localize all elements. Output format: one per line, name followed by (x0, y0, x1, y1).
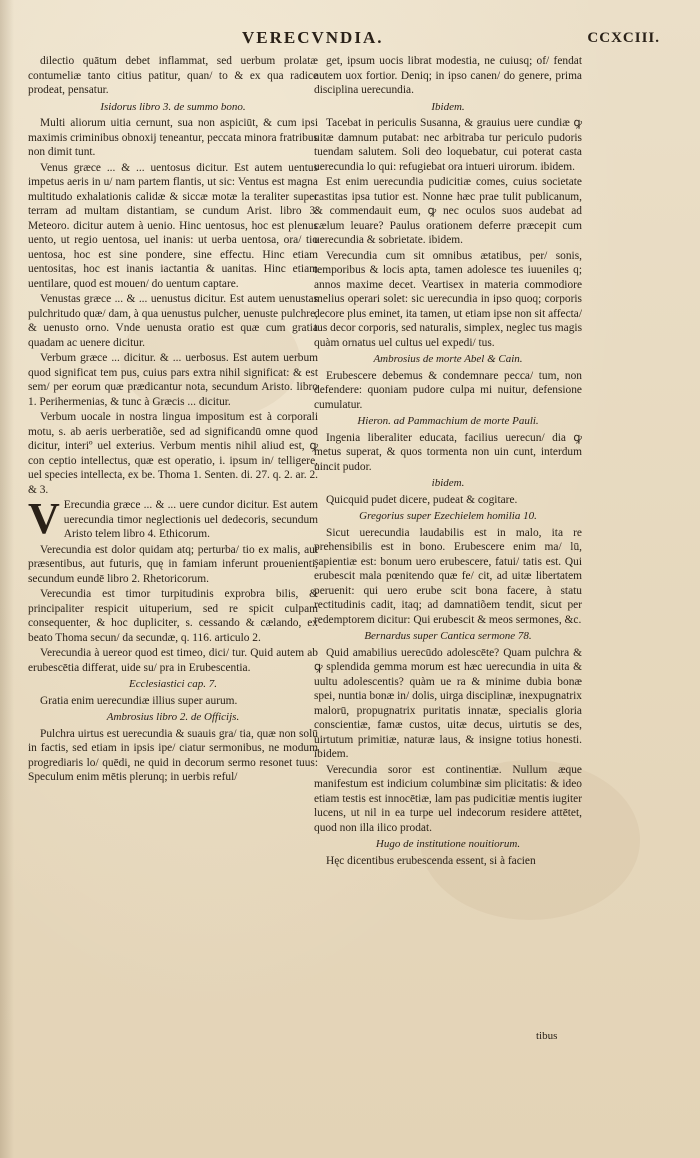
paragraph: Verecundia soror est continentiæ. Nullum æque manifestum est indicium columbinæ sim plicitatis: & ideo etiam testis est innocētiæ, lam pas pudicitiæ mentis iugiter lucens, ut nil in ea turpe uel indecorum residere attētet, quod non illa ilico prodat. (314, 763, 582, 834)
citation-heading: Hieron. ad Pammachium de morte Pauli. (357, 415, 539, 427)
paragraph: Gratia enim uerecundiæ illius super aurum. (40, 694, 238, 707)
paragraph: Verecundia cum sit omnibus ætatibus, per/ sonis, temporibus & locis apta, tamen adolesce tes iuueniles q; annos maxime decet. Veartisex in materia commodiore melius operari solet: sic uerecundia in ipso quoq; corporis decore plus eminet, ita tamen, ut etiam ipse non sit affecta/ tus decor corporis, sed naturalis, simplex, neglec tus magis quàm ornatus uel cultus uel expedi/ tus. (314, 249, 583, 349)
paragraph: Verecundia est dolor quidam atq; perturba/ tio ex malis, aut præsentibus, aut futuris, quę in famiam inferunt prouenienti, secundum eundē libro 2. Rhetoricorum. (28, 543, 318, 585)
citation-heading: Bernardus super Cantica sermone 78. (364, 630, 532, 642)
paragraph-with-dropcap (28, 494, 318, 543)
paragraph: dilectio quātum debet inflammat, sed uerbum prolatæ contumeliæ tanto citius patitur, quan/ to & ex qua radice prodeat, pensatur. (28, 55, 318, 96)
paragraph: Quicquid pudet dicere, pudeat & cogitare. (326, 493, 518, 506)
paragraph: Verbum græce ... dicitur. & ... uerbosus. Est autem uerbum quod significat tem pus, cuius pars extra nihil significat: & est sem/ per eorum quæ prædicantur nota, secundum Aristo. libro 1. Perihermenias, & tunc à Græcis ... dicitur. (28, 352, 318, 408)
paragraph: Verecundia est timor turpitudinis exprobra bilis, & principaliter respicit uituperium, sed re spicit culpam consequenter, & hoc dupliciter, s. cessando & cælando, ex beato Thoma secun/ da secundæ, q. 116. articulo 2. (28, 588, 318, 644)
paragraph: Verecundia à uereor quod est timeo, dici/ tur. Quid autem ab erubescētia differat, uide su/ pra in Erubescentia. (28, 647, 318, 674)
citation-heading: Ecclesiastici cap. 7. (129, 678, 217, 690)
paragraph: Sicut uerecundia laudabilis est in malo, ita re prehensibilis est in bono. Erubescere enim ma/ lū, sapientiæ est: bonum uero erubescere, fatui/ tatis est. Qui erubescit mala pœnitendo quæ fe/ cit, ad uitæ libertatem peruenit: qui uero erube scit bona facere, à statu rectitudinis cadit, itaq; ad damnatiõem tendit, sicut per redemptorem dicitur: Qui erubescit & meos sermones, &c. (314, 526, 582, 626)
citation-heading: Ambrosius libro 2. de Officijs. (106, 711, 240, 723)
gutter-shadow (0, 0, 14, 1158)
citation-heading: Ibidem. (431, 100, 465, 113)
paragraph: Venus græce ... & ... uentosus dicitur. Est autem uentus impetus aeris in u/ nam partem flantis, ut sic: Ventus est magna multitudo exhalationis calidæ & siccæ motæ la teraliter super terram ad multam distantiam, se cundum Arist. libro 3. Meteoro. dicitur autem à uenio. Hinc uentosus, hoc est plenus uento, ut regio uentosa, uel inanis: ut uerba uentosa, ora/ tio uentosa, hoc est sine pondere, sine effectu. Hinc etiam uentositas, hoc est inanis iactantia & uanitas. Hinc etiam uentilare, quod est mouen/ do uentum captare. (28, 161, 318, 290)
citation-heading: ibidem. (431, 477, 465, 489)
citation-heading: Gregorius super Ezechielem homilia 10. (359, 510, 537, 522)
paragraph: Est enim uerecundia pudicitiæ comes, cuius societate castitas ipsa tutior est. Nonne hæc prae tulit publicanum, & commendauit eum, ꝙ nec oculos suos audebat ad cælum leuare? Paulus orationem deferre præcepit cum uerecundia & sobrietate. ibidem. (314, 176, 582, 246)
paragraph: Ingenia liberaliter educata, facilius uerecun/ dia ꝙ metus superat, & quos tormenta non uin cunt, interdum uincit pudor. (314, 431, 582, 473)
paragraph: Multi aliorum uitia cernunt, sua non aspiciūt, & cum ipsi maximis criminibus obnoxij teneantur, peccata minora fratribus non dimit tunt. (28, 117, 318, 158)
running-head-title: VERECVNDIA. (242, 28, 384, 47)
paragraph: Quid amabilius uerecūdo adolescēte? Quam pulchra & ꝙ splendida gemma morum est hæc uerecundia in uita & uultu adolescentis? quàm ue ra & minime dubia bonæ spei, nuntia bonæ in/ dolis, uirga disciplinæ, inexpugnatrix malorū, propugnatrix puritatis innatæ, specialis gloria conscientiæ, famæ custos, uitæ decus, uirtutis se des, uirtutum primitiæ, naturæ laus, & insigne totius honesti. ibidem. (314, 646, 582, 760)
paragraph-text: Erecundia græce ... & ... uere cundor dicitur. Est autem uerecundia timor neglectionis uel dedecoris, secundum Aristo telem libro 4. Ethicorum. (63, 499, 318, 540)
paragraph: get, ipsum uocis librat modestia, ne cuiusq; of/ fendat autem uox fortior. Deniq; in ipso canen/ do genere, prima disciplina uerecundia. (314, 55, 582, 96)
left-text-column (28, 54, 318, 786)
right-text-column (314, 54, 582, 869)
drop-capital: V (28, 494, 60, 543)
citation-heading: Isidorus libro 3. de summo bono. (100, 100, 246, 113)
paragraph: Hęc dicentibus erubescenda essent, si à facien (326, 854, 536, 867)
running-head (242, 28, 660, 54)
paragraph: Venustas græce ... & ... uenustus dicitur. Est autem uenustas pulchritudo quæ/ dam, à qua uenustus pulcher, uenuste pulchre, & uenusto orno. Vnde uenusta oratio est quæ cum gratia quadam ac uenere dicitur. (28, 293, 318, 349)
catchword: tibus (536, 1030, 558, 1042)
citation-heading: Ambrosius de morte Abel & Cain. (373, 353, 523, 365)
paragraph: Tacebat in periculis Susanna, & grauius uere cundiæ ꝙ uitæ damnum putabat: nec arbitraba tur periculo pudoris tuendam salutem. Soli deo loquebatur, cui poterat casta uerecundia lo qui: refugiebat ora intueri uirorum. ibidem. (314, 117, 582, 173)
folio-number: CCXCIII. (587, 30, 660, 46)
paragraph: Pulchra uirtus est uerecundia & suauis gra/ tia, quæ non solū in factis, sed etiam in ipsis ipe/ ciatur sermonibus, ne modum progrediaris lo/ quēdi, ne quid in decorum sermo resonet tuus: Speculum enim mētis plerunq; in uerbis reful/ (28, 727, 318, 783)
citation-heading: Hugo de institutione nouitiorum. (375, 838, 521, 850)
paragraph: Verbum uocale in nostra lingua impositum est à corporali motu, s. ab aeris uerberatiõe, sed ad significandū omne quod dicitur, interiº uel exterius. Verbum mentis nihil aliud est, ꝙ con ceptio intellectus, quæ est operatio, i. ipsum in/ telligere, uel species intellecta, ex be. Thoma 1. Senten. di. 27. q. 2. ar. 2. & 3. (28, 411, 318, 496)
paragraph: Erubescere debemus & condemnare pecca/ tum, non defendere: quoniam pudore culpa mi nuitur, defensione cumulatur. (314, 369, 582, 411)
